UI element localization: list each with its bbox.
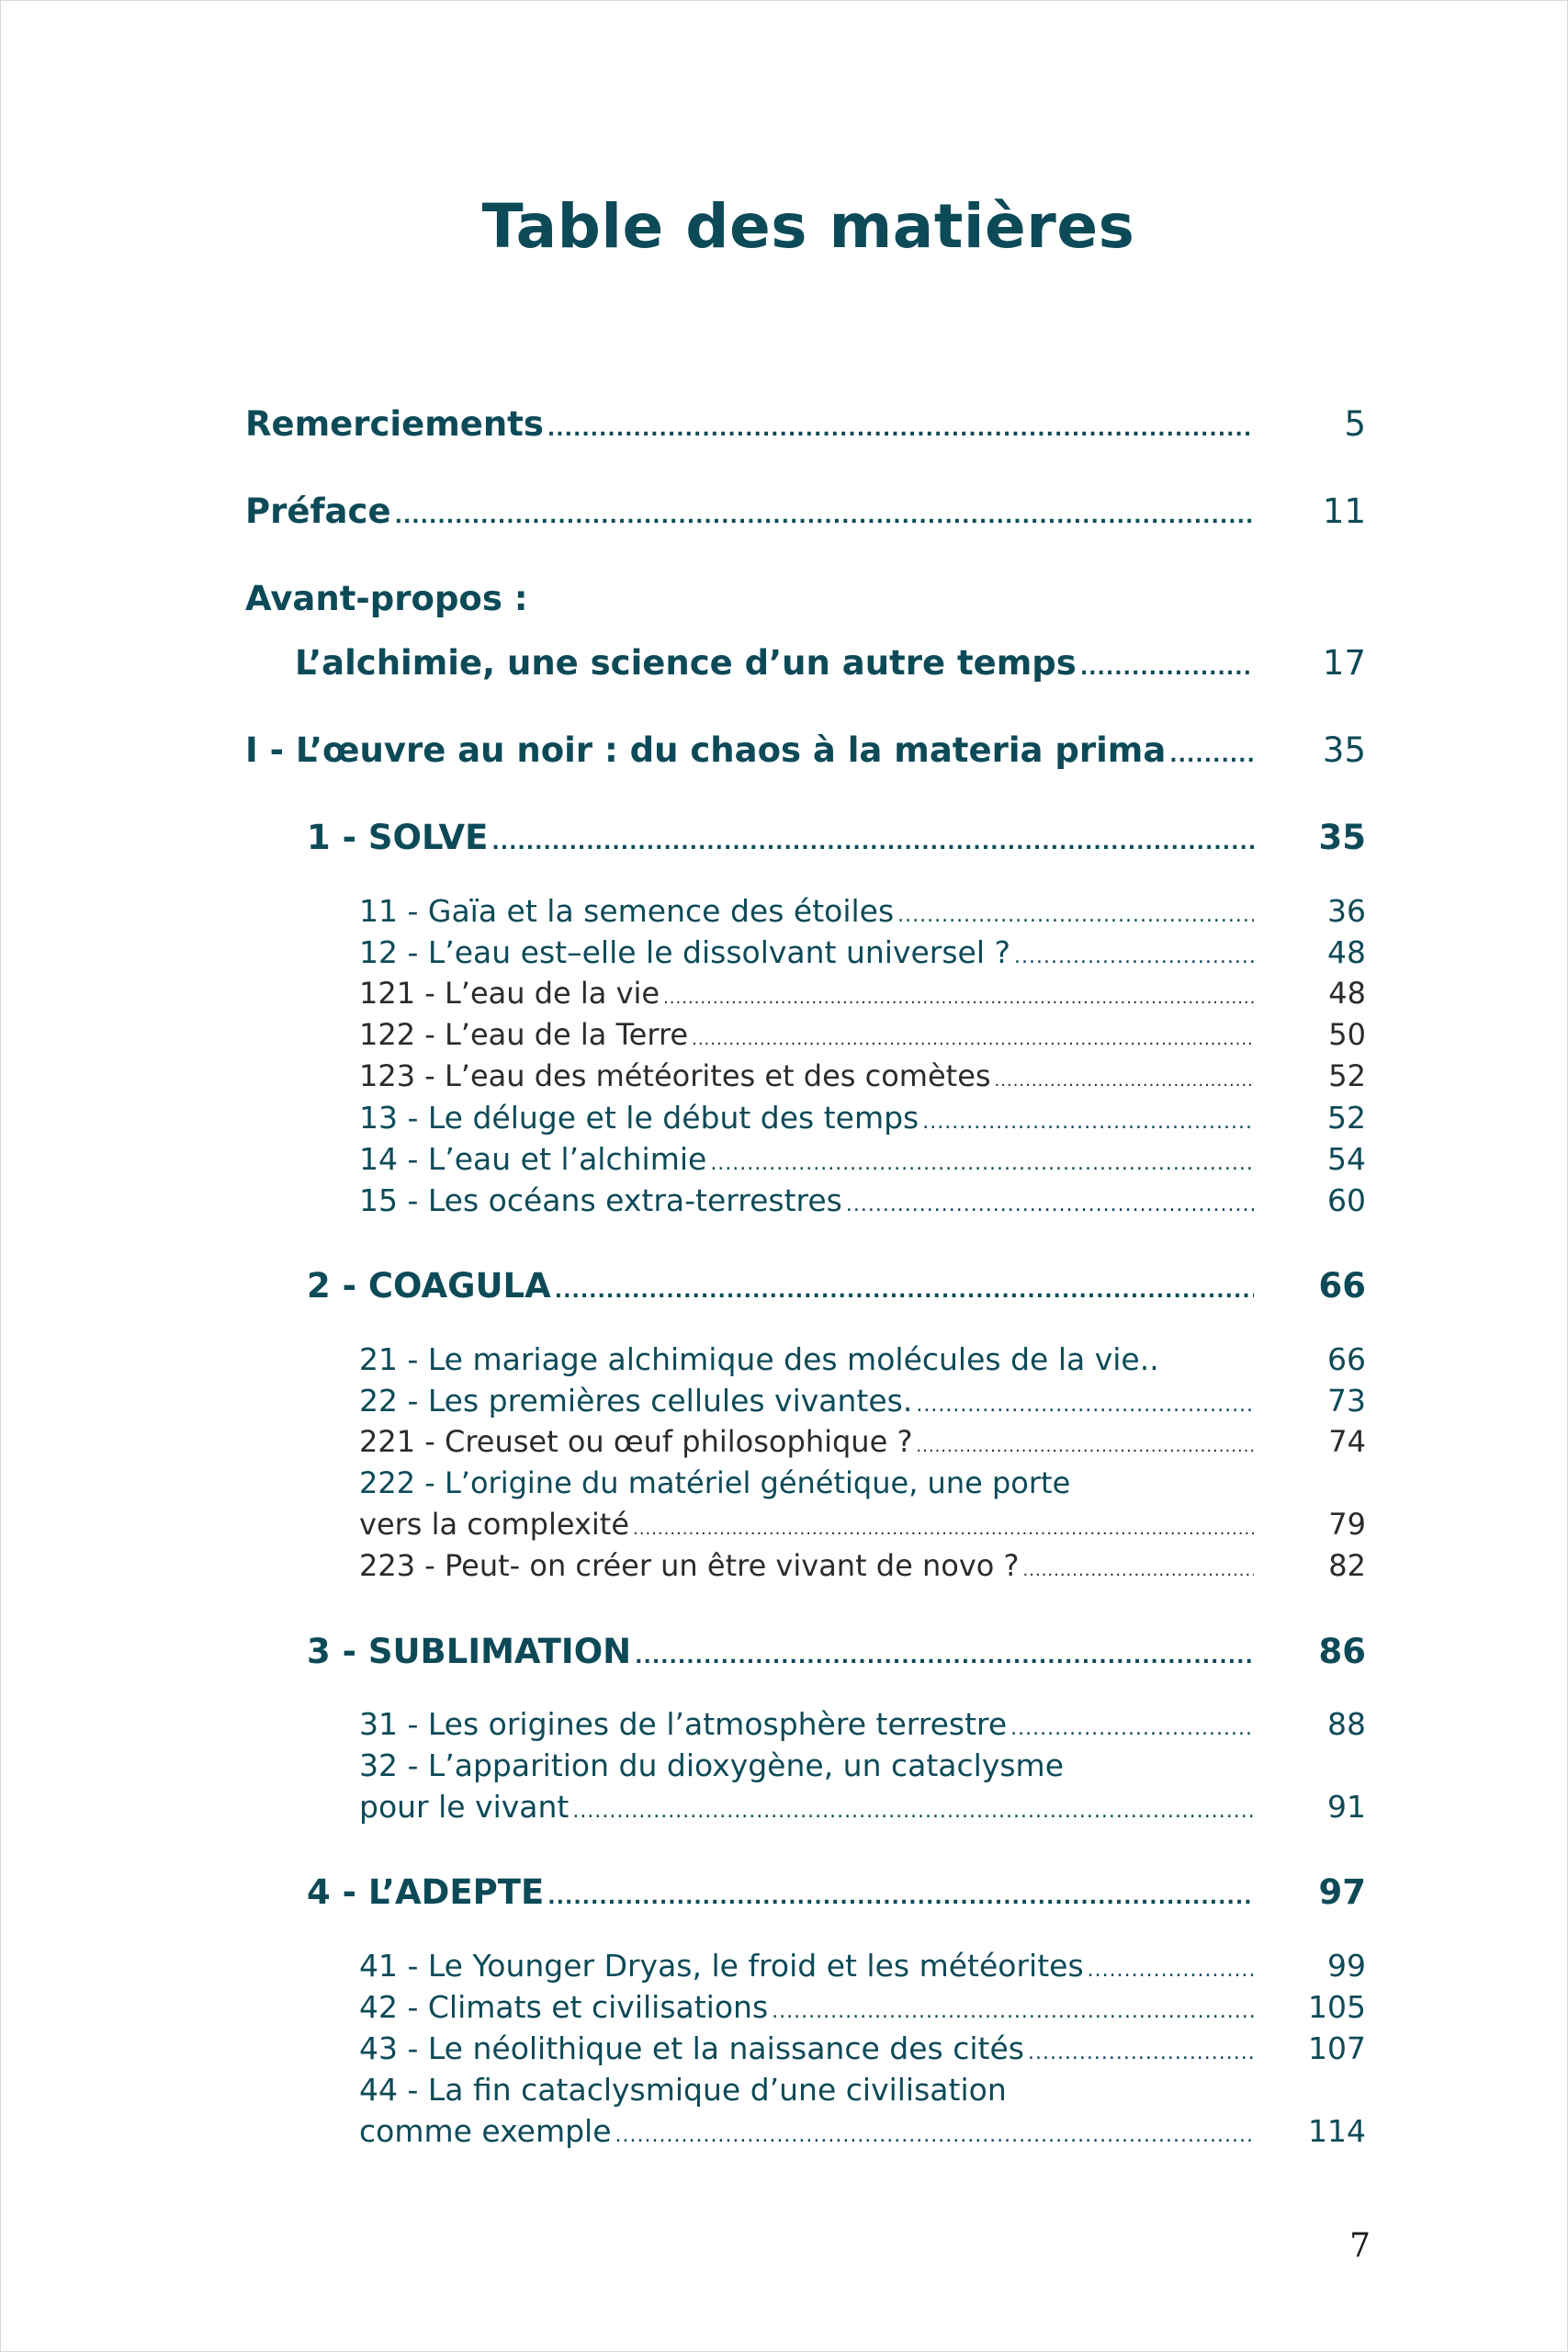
toc-entry-title: 21 - Le mariage alchimique des molécules de la vie.. [359,1341,1159,1377]
toc-section-solve[interactable] [307,818,1366,857]
toc-entry-31[interactable] [359,1706,1366,1742]
toc-entry-15[interactable] [359,1182,1366,1218]
toc-section-adepte[interactable] [307,1872,1366,1912]
leader-dots [916,1437,1254,1456]
toc-entry-page: 36 [1327,893,1366,929]
toc-entry-title: 1 - SOLVE [307,818,489,857]
toc-entry-123[interactable] [359,1058,1366,1093]
leader-dots [1014,945,1254,968]
toc-entry-11[interactable] [359,893,1366,929]
toc-entry-22[interactable] [359,1383,1366,1419]
toc-entry-43[interactable] [359,2030,1366,2066]
leader-dots [615,2124,1254,2147]
toc-entry-page: 91 [1327,1789,1366,1825]
toc-entry-42[interactable] [359,1989,1366,2025]
leader-dots [1023,1561,1255,1580]
toc-entry-page: 17 [1322,643,1366,683]
toc-entry-page: 88 [1327,1706,1366,1742]
toc-entry-title: 31 - Les origines de l’atmosphère terrestre [359,1706,1008,1742]
toc-entry-page: 35 [1318,818,1366,857]
toc-entry-title: Préface [245,492,391,531]
toc-entry-title: 41 - Le Younger Dryas, le froid et les météorites [359,1948,1084,1984]
toc-entry-page: 74 [1328,1424,1366,1459]
toc-entry-title: 122 - L’eau de la Terre [359,1017,689,1052]
toc-entry-page: 52 [1327,1100,1366,1136]
leader-dots [1028,2041,1254,2064]
toc-entry-32-line1: 32 - L’apparition du dioxygène, un cataclysme [359,1747,1065,1783]
toc-entry-44[interactable] [359,2113,1366,2149]
toc-entry-14[interactable] [359,1141,1366,1177]
toc-entry-title: 11 - Gaïa et la semence des étoiles [359,893,895,929]
leader-dots [1169,744,1254,767]
toc-entry-222[interactable] [359,1507,1366,1542]
toc-entry-page: 11 [1322,492,1366,531]
toc-entry-44-line1: 44 - La fin cataclysmique d’une civilisation [359,2072,1007,2108]
toc-entry-title: 12 - L’eau est–elle le dissolvant universel ? [359,934,1011,970]
leader-dots [572,1800,1254,1823]
toc-entry-page: 114 [1308,2113,1366,2149]
leader-dots [710,1152,1254,1175]
toc-entry-title: 4 - L’ADEPTE [307,1872,545,1912]
toc-entry-page: 48 [1328,976,1366,1011]
toc-entry-page: 82 [1328,1548,1366,1583]
toc-entry-page: 97 [1318,1872,1366,1912]
toc-entry-title: pour le vivant [359,1789,570,1825]
toc-entry-title: 121 - L’eau de la vie [359,976,660,1011]
leader-dots [547,418,1254,441]
leader-dots [772,2000,1254,2023]
toc-entry-avant-propos-heading: Avant-propos : [245,579,528,618]
toc-entry-222-line1: 222 - L’origine du matériel génétique, une porte [359,1465,1071,1500]
leader-dots [635,1645,1254,1668]
toc-entry-223[interactable] [359,1548,1366,1583]
page-number: 7 [1349,2227,1371,2265]
toc-entry-page: 73 [1327,1383,1366,1419]
toc-entry-page: 60 [1327,1182,1366,1218]
leader-dots [922,1111,1254,1134]
toc-entry-title: Remerciements [245,404,544,444]
toc-entry-title: 123 - L’eau des météorites et des comètes [359,1058,991,1093]
leader-dots [1080,657,1254,680]
toc-entry-122[interactable] [359,1017,1366,1052]
leader-dots [692,1030,1254,1049]
page-title: Table des matières [481,191,1135,262]
toc-entry-page: 66 [1318,1266,1366,1306]
leader-dots [916,1394,1254,1417]
leader-dots [555,1280,1254,1303]
toc-section-sublimation[interactable] [307,1632,1366,1671]
toc-entry-page: 79 [1328,1507,1366,1542]
toc-entry-page: 66 [1327,1341,1366,1377]
toc-entry-page: 52 [1328,1058,1366,1093]
toc-entry-21[interactable] [359,1341,1366,1377]
toc-entry-title: L’alchimie, une science d’un autre temps [295,643,1077,683]
toc-entry-221[interactable] [359,1424,1366,1459]
toc-entry-page: 50 [1328,1017,1366,1052]
toc-entry-title: 3 - SUBLIMATION [307,1632,632,1671]
leader-dots [395,505,1254,528]
toc-entry-avant-propos[interactable] [295,643,1366,683]
leader-dots [633,1520,1254,1539]
leader-dots [547,1886,1254,1909]
leader-dots [491,831,1254,854]
leader-dots [995,1071,1254,1091]
toc-entry-page: 99 [1327,1948,1366,1984]
toc-entry-preface[interactable] [245,492,1366,531]
toc-section-coagula[interactable] [307,1266,1366,1306]
toc-entry-title: 13 - Le déluge et le début des temps [359,1100,919,1136]
toc-entry-title: 223 - Peut- on créer un être vivant de novo ? [359,1548,1020,1583]
toc-entry-page: 5 [1344,404,1366,444]
toc-entry-13[interactable] [359,1100,1366,1136]
toc-entry-title: 14 - L’eau et l’alchimie [359,1141,707,1177]
toc-entry-title: 43 - Le néolithique et la naissance des cités [359,2030,1024,2066]
toc-entry-121[interactable] [359,976,1366,1011]
toc-entry-title: I - L’œuvre au noir : du chaos à la materia prima [245,730,1167,770]
leader-dots [897,904,1254,927]
leader-dots [1088,1959,1254,1982]
leader-dots [663,989,1254,1008]
leader-dots [846,1193,1254,1216]
leader-dots [1010,1717,1254,1740]
toc-entry-page: 105 [1308,1989,1366,2025]
toc-entry-32[interactable] [359,1789,1366,1825]
toc-entry-title: vers la complexité [359,1507,630,1542]
toc-entry-title: 2 - COAGULA [307,1266,551,1306]
toc-entry-page: 35 [1322,730,1366,770]
toc-entry-12[interactable] [359,934,1366,970]
toc-entry-41[interactable] [359,1948,1366,1984]
toc-entry-remerciements[interactable] [245,404,1366,444]
toc-entry-part-1[interactable] [245,730,1366,770]
toc-entry-page: 48 [1327,934,1366,970]
toc-entry-title: 42 - Climats et civilisations [359,1989,769,2025]
toc-entry-title: 15 - Les océans extra-terrestres [359,1182,842,1218]
toc-entry-page: 86 [1318,1632,1366,1671]
toc-entry-title: comme exemple [359,2113,612,2149]
toc-entry-page: 107 [1308,2030,1366,2066]
toc-entry-title: 221 - Creuset ou œuf philosophique ? [359,1424,913,1459]
toc-entry-page: 54 [1327,1141,1366,1177]
toc-entry-title: 22 - Les premières cellules vivantes. [359,1383,913,1419]
